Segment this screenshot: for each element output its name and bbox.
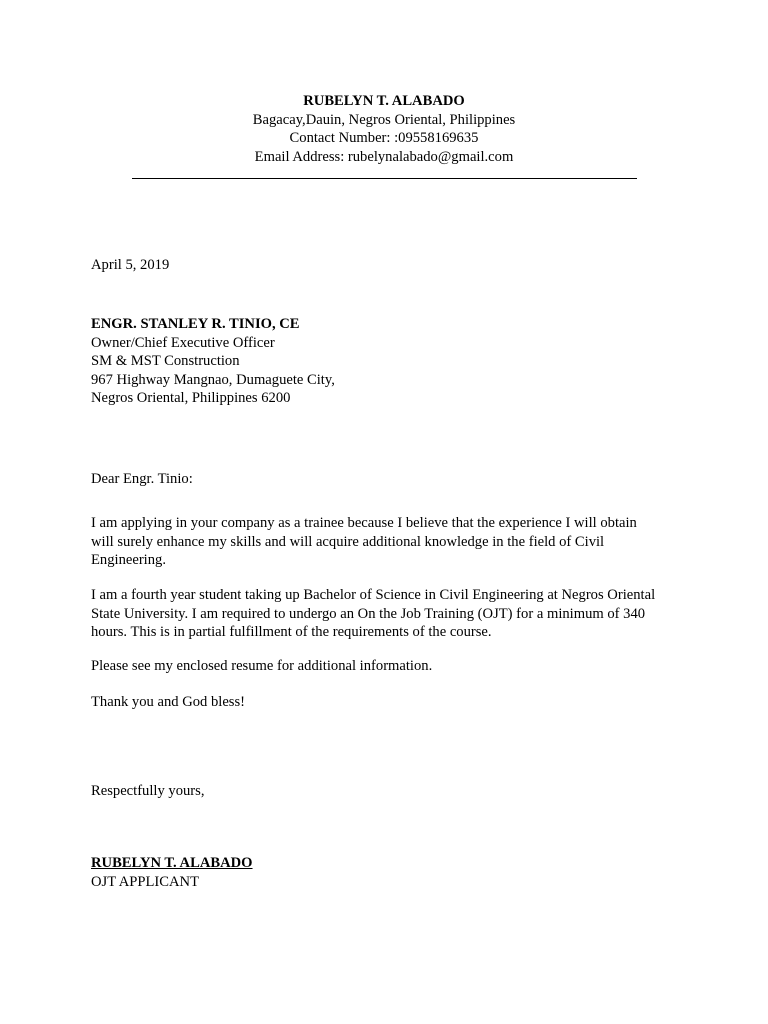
body-paragraph-2-line: I am a fourth year student taking up Bachelor of Science in Civil Engineering at Negros Oriental bbox=[91, 587, 656, 603]
recipient-address-line1: 967 Highway Mangnao, Dumaguete City, bbox=[91, 371, 335, 388]
signature-role: OJT APPLICANT bbox=[91, 873, 199, 890]
sender-email: Email Address: rubelynalabado@gmail.com bbox=[254, 148, 514, 165]
signature-name: RUBELYN T. ALABADO bbox=[91, 855, 253, 871]
recipient-company: SM & MST Construction bbox=[91, 353, 240, 369]
body-paragraph-1-line: Engineering. bbox=[91, 552, 166, 568]
sender-address: Bagacay,Dauin, Negros Oriental, Philippines bbox=[252, 111, 516, 128]
salutation: Dear Engr. Tinio: bbox=[91, 471, 193, 487]
body-paragraph-2-line: State University. I am required to undergo an On the Job Training (OJT) for a minimum of 340 bbox=[91, 605, 646, 622]
body-paragraph-3: Please see my enclosed resume for additional information. bbox=[91, 658, 433, 674]
letter-date: April 5, 2019 bbox=[91, 257, 170, 273]
body-paragraph-2-line: hours. This is in partial fulfillment of the requirements of the course. bbox=[91, 624, 492, 640]
letterhead bbox=[0, 92, 768, 179]
recipient-address-line2: Negros Oriental, Philippines 6200 bbox=[91, 390, 291, 406]
body-paragraph-1-line: will surely enhance my skills and will acquire additional knowledge in the field of Civil bbox=[91, 533, 605, 550]
closing: Respectfully yours, bbox=[91, 783, 205, 799]
body-paragraph-4: Thank you and God bless! bbox=[91, 694, 246, 710]
body-paragraph-1-line: I am applying in your company as a trainee because I believe that the experience I will obtain bbox=[91, 515, 637, 531]
sender-contact: Contact Number: :09558169635 bbox=[289, 130, 479, 146]
recipient-title: Owner/Chief Executive Officer bbox=[91, 334, 275, 351]
recipient-block bbox=[91, 315, 691, 408]
sender-name: RUBELYN T. ALABADO bbox=[303, 93, 465, 109]
body-paragraph-2 bbox=[91, 586, 691, 642]
letterhead-divider bbox=[132, 178, 637, 179]
signature-block bbox=[91, 854, 691, 891]
recipient-name: ENGR. STANLEY R. TINIO, CE bbox=[91, 316, 300, 332]
body-paragraph-1 bbox=[91, 514, 691, 570]
